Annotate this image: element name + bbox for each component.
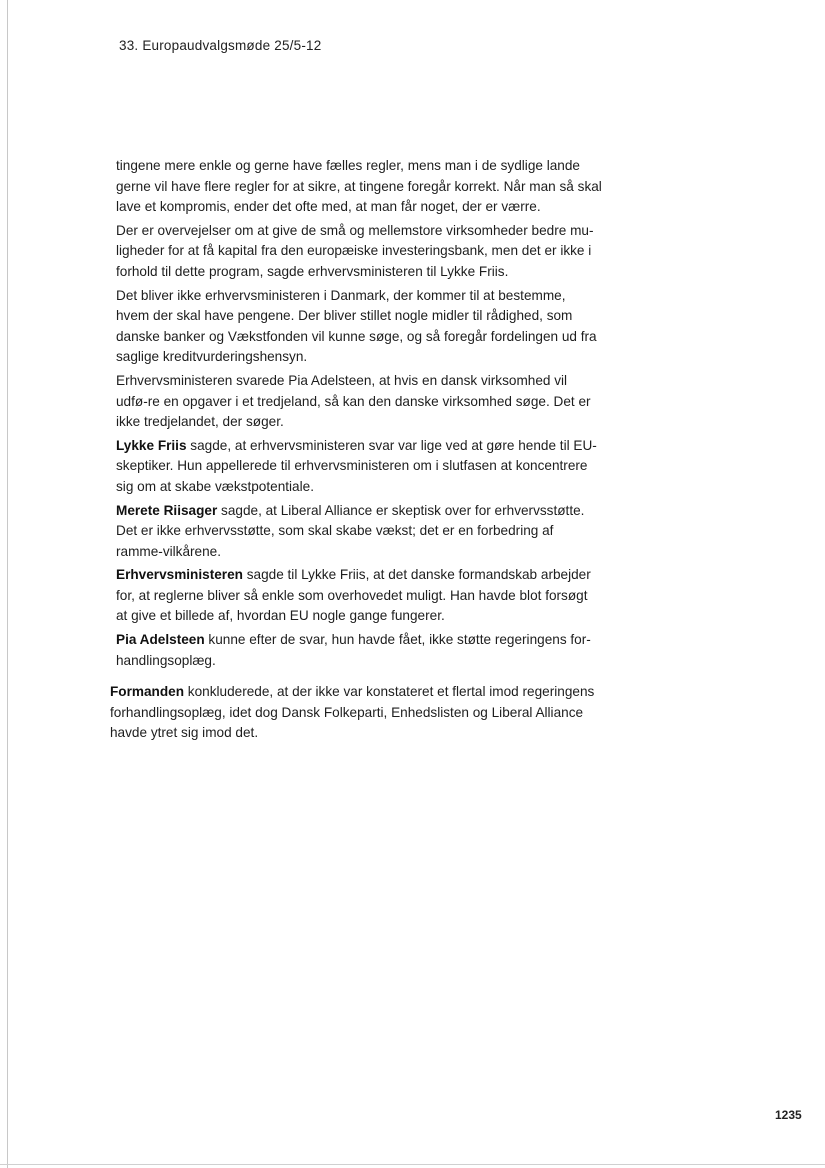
paragraph-2 xyxy=(116,221,602,283)
paragraph-text: Der er overvejelser om at give de små og mellemstore virksomheder bedre mu-ligheder for at få kapital fra den europæiske investeringsbank, men det er ikke i forhold til dette program, sagde erhvervsministeren til Lykke Friis. xyxy=(116,222,594,279)
paragraph-text: kunne efter de svar, hun havde fået, ikke støtte regeringens for-handlingsoplæg. xyxy=(116,632,591,668)
closing-text: konkluderede, at der ikke var konstateret et flertal imod regeringens forhandlingsoplæg, idet dog Dansk Folkeparti, Enhedslisten og Liberal Alliance havde ytret sig imod det. xyxy=(110,684,595,741)
paragraph-text: sagde til Lykke Friis, at det danske formandskab arbejder for, at reglerne bliver så enkle som overhovedet muligt. Han havde blot forsøgt at give et billede af, hvordan EU nogle gange fungerer. xyxy=(116,567,591,624)
paragraph-text: sagde, at erhvervsministeren svar var lige ved at gøre hende til EU-skeptiker. Hun appellerede til erhvervsministeren om i slutfasen at koncentrere sig om at skabe vækstpotentiale. xyxy=(116,437,597,494)
closing-paragraph xyxy=(110,682,600,744)
speaker-name: Pia Adelsteen xyxy=(116,632,205,648)
paragraph-pia-adelsteen xyxy=(116,630,602,671)
speaker-name: Erhvervsministeren xyxy=(116,567,243,583)
body-text xyxy=(116,156,602,674)
paragraph-text: Erhvervsministeren svarede Pia Adelsteen, at hvis en dansk virksomhed vil udfø-re en opgaver i et tredjeland, så kan den danske virksomhed søge. Det er ikke tredjelandet, der søger. xyxy=(116,372,591,430)
paragraph-erhvervsministeren xyxy=(116,565,602,627)
page-edge-bottom xyxy=(0,1164,825,1165)
speaker-name: Lykke Friis xyxy=(116,437,187,453)
page-number: 1235 xyxy=(775,1108,802,1122)
running-header: 33. Europaudvalgsmøde 25/5-12 xyxy=(119,38,322,53)
paragraph-4 xyxy=(116,371,602,433)
paragraph-text: tingene mere enkle og gerne have fælles regler, mens man i de sydlige lande gerne vil have flere regler for at sikre, at tingene foregår korrekt. Når man så skal lave et kompromis, ender det ofte med, at man får noget, der er værre. xyxy=(116,158,602,215)
closing-speaker: Formanden xyxy=(110,684,185,699)
page-edge-left xyxy=(7,0,8,1168)
paragraph-text: sagde, at Liberal Alliance er skeptisk over for erhvervsstøtte. Det er ikke erhvervsstøtte, som skal skabe vækst; det er en forbedring af ramme-vilkårene. xyxy=(116,502,585,559)
paragraph-merete-riisager xyxy=(116,501,602,563)
paragraph-text: Det bliver ikke erhvervsministeren i Danmark, der kommer til at bestemme, hvem der skal have pengene. Der bliver stillet nogle midler til rådighed, som danske banker og Vækstfonden vil kunne søge, og så foregår fordelingen ud fra saglige kreditvurderingshensyn. xyxy=(116,287,597,365)
paragraph-3 xyxy=(116,286,602,368)
paragraph-1 xyxy=(116,156,602,218)
paragraph-lykke-friis xyxy=(116,436,602,498)
speaker-name: Merete Riisager xyxy=(116,502,218,518)
